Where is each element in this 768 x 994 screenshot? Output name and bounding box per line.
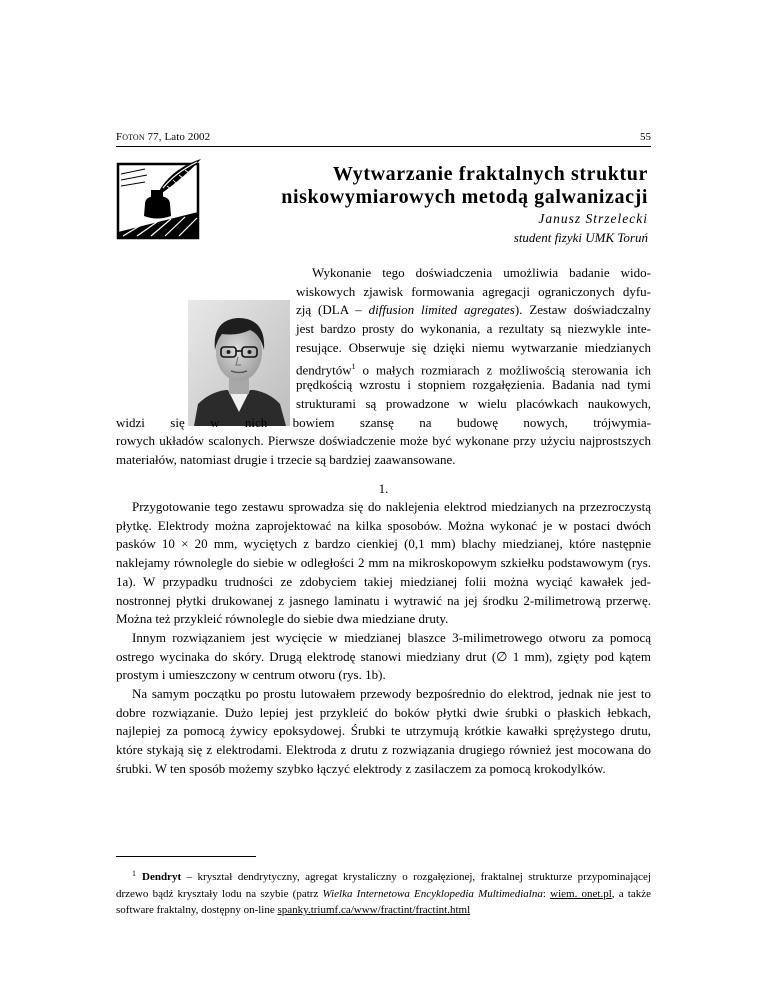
intro-line: dendrytów$^1$ o małych rozmiarach z możliwością sterowania ich (296, 361, 651, 377)
footnote-ref: 1 (351, 361, 356, 371)
intro-line: wiskowych zjawisk formowania agregacji ograniczonych dyfu- (296, 283, 651, 299)
paragraph: Na samym początku po prostu lutowałem przewody bezpośrednio do elektrod, jednak nie jest to dobre rozwiązanie. Dużo lepiej jest przykleić do boków płytki dwie śrubki o płaskich łebkach, najlepiej za pomocą żywicy epoksydowej. Śrubki te utrzymują krótkie kawałki sprężystego drutu, które stykają się z elektrodami. Elektroda z drutu z rozwiązania drugiego również jest mocowana do śrubki. W ten sposób możemy szybko łączyć elektrody z zasilaczem za pomocą krokodylków. (116, 686, 651, 776)
title-line-2: niskowymiarowych metodą galwanizacji (281, 186, 648, 208)
intro-line: prędkością wzrostu i stopniem rozgałęzienia. Badania nad tymi (296, 377, 651, 393)
paragraph: Przygotowanie tego zestawu sprowadza się do naklejenia elektrod miedzianych na przezroczystą płytkę. Elektrody można zaprojektować na kilka sposobów. Można wykonać je w postaci dwóch pasków 10 × 20 mm, wyciętych z bardzo cienkiej (0,1 mm) blachy miedzianej, które następnie naklejamy równolegle do siebie w odległości 2 mm na mikroskopowym szkiełku podstawowym (rys. 1a). W przypadku trudności ze zdobyciem takiej miedzianej folii można wyciąć kawałek jednostronnej płytki drukowanej z jasnego laminatu i wytrawić na jej środku 2-milimetrową przerwę. Można też przykleić równolegle do siebie dwa miedziane druty. (116, 499, 651, 627)
section-body (116, 498, 651, 779)
footnote: $^1$ Dendryt – kryształ dendrytyczny, agregat krystaliczny o rozgałęzionej, fraktalnej strukturze przypominającej drzewo bądź kryształy lodu na szybie (patrz Wielka Internetowa Encyklopedia Multimedialna: wiem. onet.pl, a także software fraktalny, dostępny on-line spanky.triumf.ca/www/fractint/fractint.html (116, 869, 651, 916)
intro-line: zją (DLA – diffusion limited agregates). Zestaw doświadczalny (296, 302, 651, 318)
intro-line: strukturami są prowadzone w wielu placówkach naukowych, (296, 395, 651, 411)
dla-term: diffusion limited agregates (368, 302, 515, 318)
intro-line: resujące. Obserwuje się dzięki niemu wytwarzanie miedzianych (296, 339, 651, 355)
footnote-source: Wielka Internetowa Encyklopedia Multimedialna (322, 887, 543, 900)
footnote-link-wiem[interactable]: wiem. onet.pl (550, 887, 612, 900)
running-header (116, 130, 651, 147)
footnote-term: Dendryt (142, 871, 182, 883)
journal-issue: Foton 77, Lato 2002 (116, 131, 211, 143)
footnote-rule (116, 856, 256, 857)
paragraph: Innym rozwiązaniem jest wycięcie w miedzianej blaszce 3-milimetrowego otworu za pomocą ostrego wycinaka do skóry. Drugą elektrodę stanowi miedziany drut (∅ 1 mm), zgięty pod kątem prostym i umieszczony w centrum otworu (rys. 1b). (116, 629, 651, 683)
page-number: 55 (640, 131, 651, 143)
intro-line: Wykonanie tego doświadczenia umożliwia badanie wido- (312, 265, 651, 280)
footnote-mark: 1 (132, 869, 136, 878)
author-portrait (188, 300, 290, 426)
section-number: 1. (378, 481, 389, 496)
intro-paragraph-end: rowych układów scalonych. Pierwsze doświadczenie może być wykonane przy użyciu najprostszych materiałów, natomiast drugie i trzecie są bardziej zaawansowane. (116, 433, 651, 467)
author-affiliation: student fizyki UMK Toruń (513, 230, 648, 245)
author-name: Janusz Strzelecki (538, 211, 648, 226)
intro-line: widzi się w nich bowiem szansę na budowę nowych, trójwymia- (116, 414, 651, 430)
title-line-1: Wytwarzanie fraktalnych struktur (332, 163, 648, 185)
intro-line: jest bardzo prosty do wykonania, a rezultaty są niezwykle inte- (296, 321, 651, 337)
article-title (190, 163, 648, 209)
footnote-link-fractint[interactable]: spanky.triumf.ca/www/fractint/fractint.html (277, 904, 471, 916)
